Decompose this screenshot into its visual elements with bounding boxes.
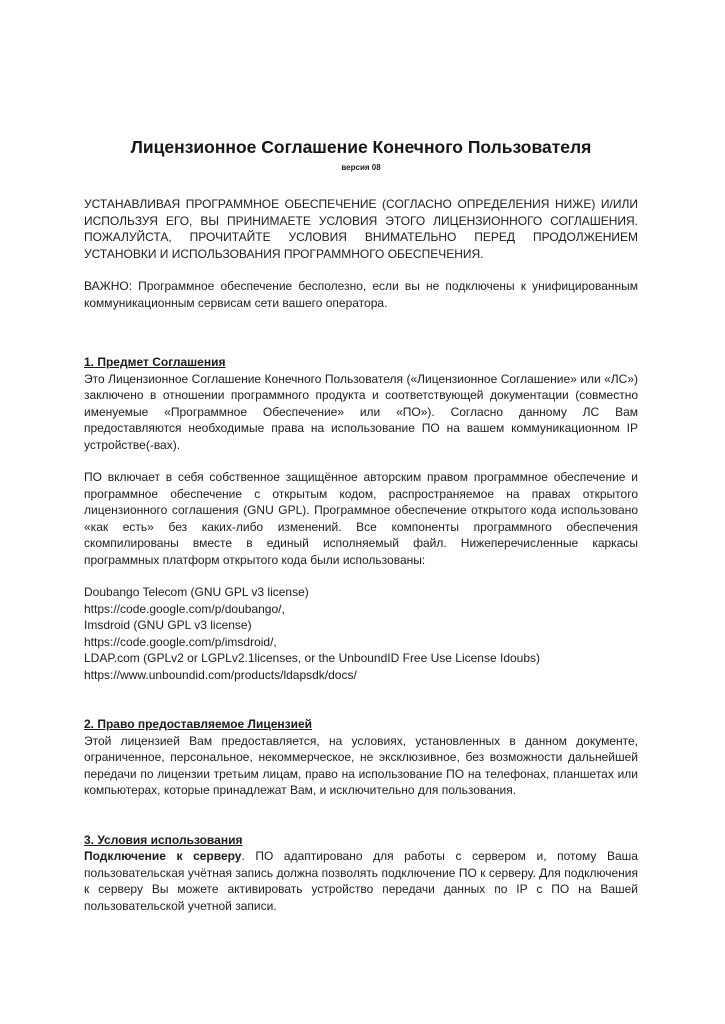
important-note-paragraph: ВАЖНО: Программное обеспечение бесполезно, если вы не подключены к унифицированным коммуникационным сервисам сети вашего оператора.	[84, 279, 638, 310]
section-1-heading: 1. Предмет Соглашения	[84, 355, 226, 369]
section-license-grant	[84, 716, 638, 799]
open-source-component: Imsdroid (GNU GPL v3 license)	[84, 618, 252, 632]
open-source-url: https://code.google.com/p/doubango/,	[84, 601, 285, 616]
section-3-paragraph-1	[84, 848, 638, 914]
section-terms-of-use	[84, 832, 638, 915]
section-1-paragraph-2: ПО включает в себя собственное защищённое авторским правом программное обеспечение и программное обеспечение с открытым кодом, распространяемое на правах открытого лицензионного соглашения (GNU GPL). Программное обеспечение открытого кода использовано «как есть» без каких-либо изменений. Все компоненты программного обеспечения скомпилированы вместе в единый исполняемый файл. Нижеперечисленные каркасы программных платформ открытого кода были использованы:	[84, 470, 638, 567]
open-source-component: Doubango Telecom (GNU GPL v3 license)	[84, 585, 309, 599]
open-source-components-list	[84, 584, 638, 683]
section-3-heading: 3. Условия использования	[84, 832, 243, 847]
section-subject-of-agreement	[84, 354, 638, 683]
section-1-paragraph-1: Это Лицензионное Соглашение Конечного Пользователя («Лицензионное Соглашение» или «ЛС») заключено в отношении программного продукта и соответствующей документации (совместно именуемые «Программное Обеспечение» или «ПО»). Согласно данному ЛС Вам предоставляются необходимые права на использование ПО на вашем коммуникационном IP устройстве(-вах).	[84, 371, 638, 452]
section-2-heading: 2. Право предоставляемое Лицензией	[84, 717, 313, 731]
version-label: версия 08	[341, 163, 381, 172]
intro-disclaimer-paragraph: УСТАНАВЛИВАЯ ПРОГРАММНОЕ ОБЕСПЕЧЕНИЕ (СОГЛАСНО ОПРЕДЕЛЕНИЯ НИЖЕ) И/ИЛИ ИСПОЛЬЗУЯ ЕГО, ВЫ ПРИНИМАЕТЕ УСЛОВИЯ ЭТОГО ЛИЦЕНЗИОННОГО СОГЛАШЕНИЯ. ПОЖАЛУЙСТА, ПРОЧИТАЙТЕ УСЛОВИЯ ВНИМАТЕЛЬНО ПЕРЕД ПРОДОЛЖЕНИЕМ УСТАНОВКИ И ИСПОЛЬЗОВАНИЯ ПРОГРАММНОГО ОБЕСПЕЧЕНИЯ.	[84, 197, 638, 261]
section-3-paragraph-1-text: . ПО адаптировано для работы с сервером и, потому Ваша пользовательская учётная запись должна позволять подключение ПО к серверу. Для подключения к серверу Вы можете активировать устройство передачи данных по IP с ПО на Вашей пользовательской учетной записи.	[84, 849, 638, 913]
section-2-paragraph-1: Этой лицензией Вам предоставляется, на условиях, установленных в данном документе, ограниченное, персональное, некоммерческое, не эксклюзивное, без возможности дальнейшей передачи по лицензии третьим лицам, право на использование ПО на телефонах, планшетах или компьютерах, которые принадлежат Вам, и исключительно для пользования.	[84, 733, 638, 797]
document-title: Лицензионное Соглашение Конечного Пользователя	[130, 137, 592, 157]
server-connection-lead: Подключение к серверу	[84, 849, 242, 863]
open-source-url: https://code.google.com/p/imsdroid/,	[84, 634, 277, 649]
open-source-url: https://www.unboundid.com/products/ldapsdk/docs/	[84, 667, 357, 682]
open-source-component: LDAP.com (GPLv2 or LGPLv2.1licenses, or the UnboundID Free Use License Idoubs)	[84, 651, 541, 665]
